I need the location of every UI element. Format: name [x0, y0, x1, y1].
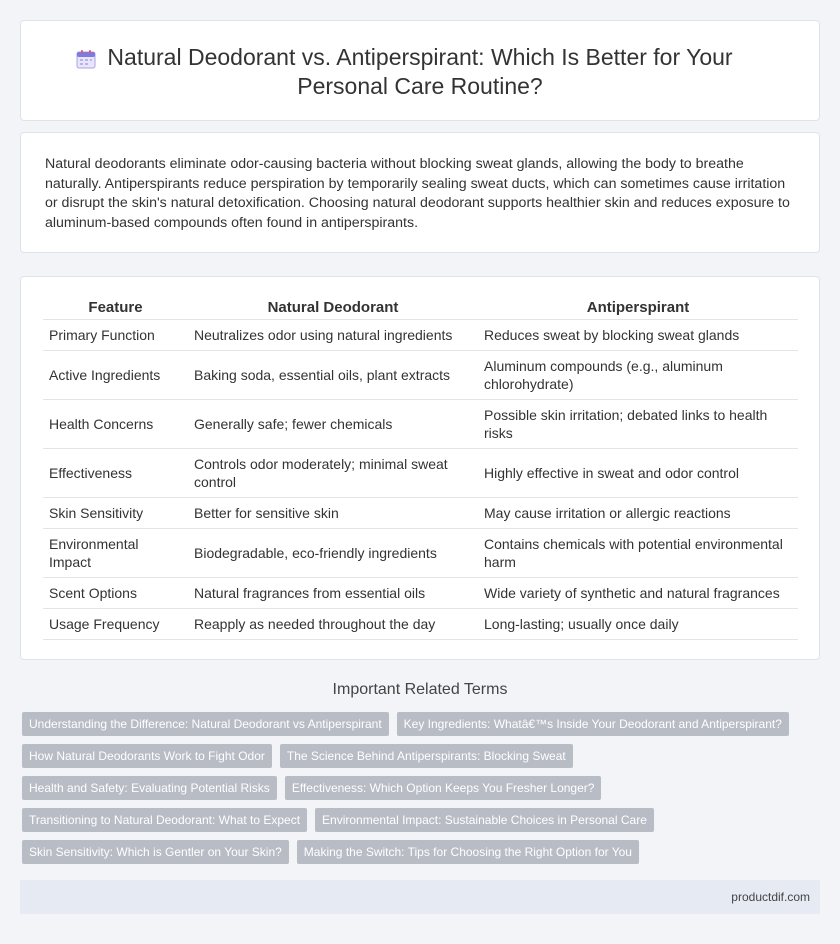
related-terms-title: Important Related Terms [332, 681, 508, 698]
comparison-table [43, 295, 798, 640]
feature-cell: Primary Function [43, 320, 188, 351]
feature-cell: Active Ingredients [43, 351, 188, 400]
related-terms [22, 712, 822, 872]
table-row [43, 498, 798, 529]
related-term-link[interactable]: The Science Behind Antiperspirants: Blocking Sweat [280, 744, 573, 768]
natural-cell: Controls odor moderately; minimal sweat control [188, 449, 478, 498]
footer [20, 880, 820, 914]
natural-cell: Neutralizes odor using natural ingredients [188, 320, 478, 351]
related-term-link[interactable]: How Natural Deodorants Work to Fight Odor [22, 744, 272, 768]
table-row [43, 351, 798, 400]
table-row [43, 529, 798, 578]
antiperspirant-cell: Aluminum compounds (e.g., aluminum chlorohydrate) [478, 351, 798, 400]
header-antiperspirant: Antiperspirant [478, 295, 798, 320]
related-term-link[interactable]: Key Ingredients: Whatâ€™s Inside Your Deodorant and Antiperspirant? [397, 712, 789, 736]
natural-cell: Natural fragrances from essential oils [188, 578, 478, 609]
footer-site-name: productdif.com [731, 890, 810, 904]
antiperspirant-cell: Highly effective in sweat and odor control [478, 449, 798, 498]
related-term-link[interactable]: Transitioning to Natural Deodorant: What to Expect [22, 808, 307, 832]
page-title: Natural Deodorant vs. Antiperspirant: Which Is Better for Your Personal Care Routine? [107, 44, 733, 99]
header-natural-deodorant: Natural Deodorant [188, 295, 478, 320]
intro-card [20, 132, 820, 253]
antiperspirant-cell: May cause irritation or allergic reactions [478, 498, 798, 529]
related-term-link[interactable]: Health and Safety: Evaluating Potential Risks [22, 776, 277, 800]
related-term-link[interactable]: Understanding the Difference: Natural Deodorant vs Antiperspirant [22, 712, 389, 736]
natural-cell: Baking soda, essential oils, plant extracts [188, 351, 478, 400]
comparison-card [20, 276, 820, 660]
header-feature: Feature [43, 295, 188, 320]
table-row [43, 320, 798, 351]
natural-cell: Biodegradable, eco-friendly ingredients [188, 529, 478, 578]
related-term-link[interactable]: Making the Switch: Tips for Choosing the Right Option for You [297, 840, 639, 864]
antiperspirant-cell: Wide variety of synthetic and natural fragrances [478, 578, 798, 609]
table-row [43, 609, 798, 640]
header-card [20, 20, 820, 121]
table-row [43, 578, 798, 609]
feature-cell: Effectiveness [43, 449, 188, 498]
feature-cell: Usage Frequency [43, 609, 188, 640]
antiperspirant-cell: Contains chemicals with potential environmental harm [478, 529, 798, 578]
feature-cell: Scent Options [43, 578, 188, 609]
related-term-link[interactable]: Skin Sensitivity: Which is Gentler on Your Skin? [22, 840, 289, 864]
table-row [43, 449, 798, 498]
feature-cell: Environmental Impact [43, 529, 188, 578]
feature-cell: Health Concerns [43, 400, 188, 449]
natural-cell: Generally safe; fewer chemicals [188, 400, 478, 449]
antiperspirant-cell: Long-lasting; usually once daily [478, 609, 798, 640]
natural-cell: Reapply as needed throughout the day [188, 609, 478, 640]
antiperspirant-cell: Possible skin irritation; debated links to health risks [478, 400, 798, 449]
related-term-link[interactable]: Effectiveness: Which Option Keeps You Fresher Longer? [285, 776, 602, 800]
antiperspirant-cell: Reduces sweat by blocking sweat glands [478, 320, 798, 351]
intro-text: Natural deodorants eliminate odor-causing bacteria without blocking sweat glands, allowing the body to breathe naturally. Antiperspirants reduce perspiration by temporarily sealing sweat ducts, which can sometimes cause irritation or disrupt the skin's natural detoxification. Choosing natural deodorant supports healthier skin and reduces exposure to aluminum-based compounds often found in antiperspirants. [45, 156, 790, 231]
natural-cell: Better for sensitive skin [188, 498, 478, 529]
table-row [43, 400, 798, 449]
feature-cell: Skin Sensitivity [43, 498, 188, 529]
related-term-link[interactable]: Environmental Impact: Sustainable Choices in Personal Care [315, 808, 654, 832]
